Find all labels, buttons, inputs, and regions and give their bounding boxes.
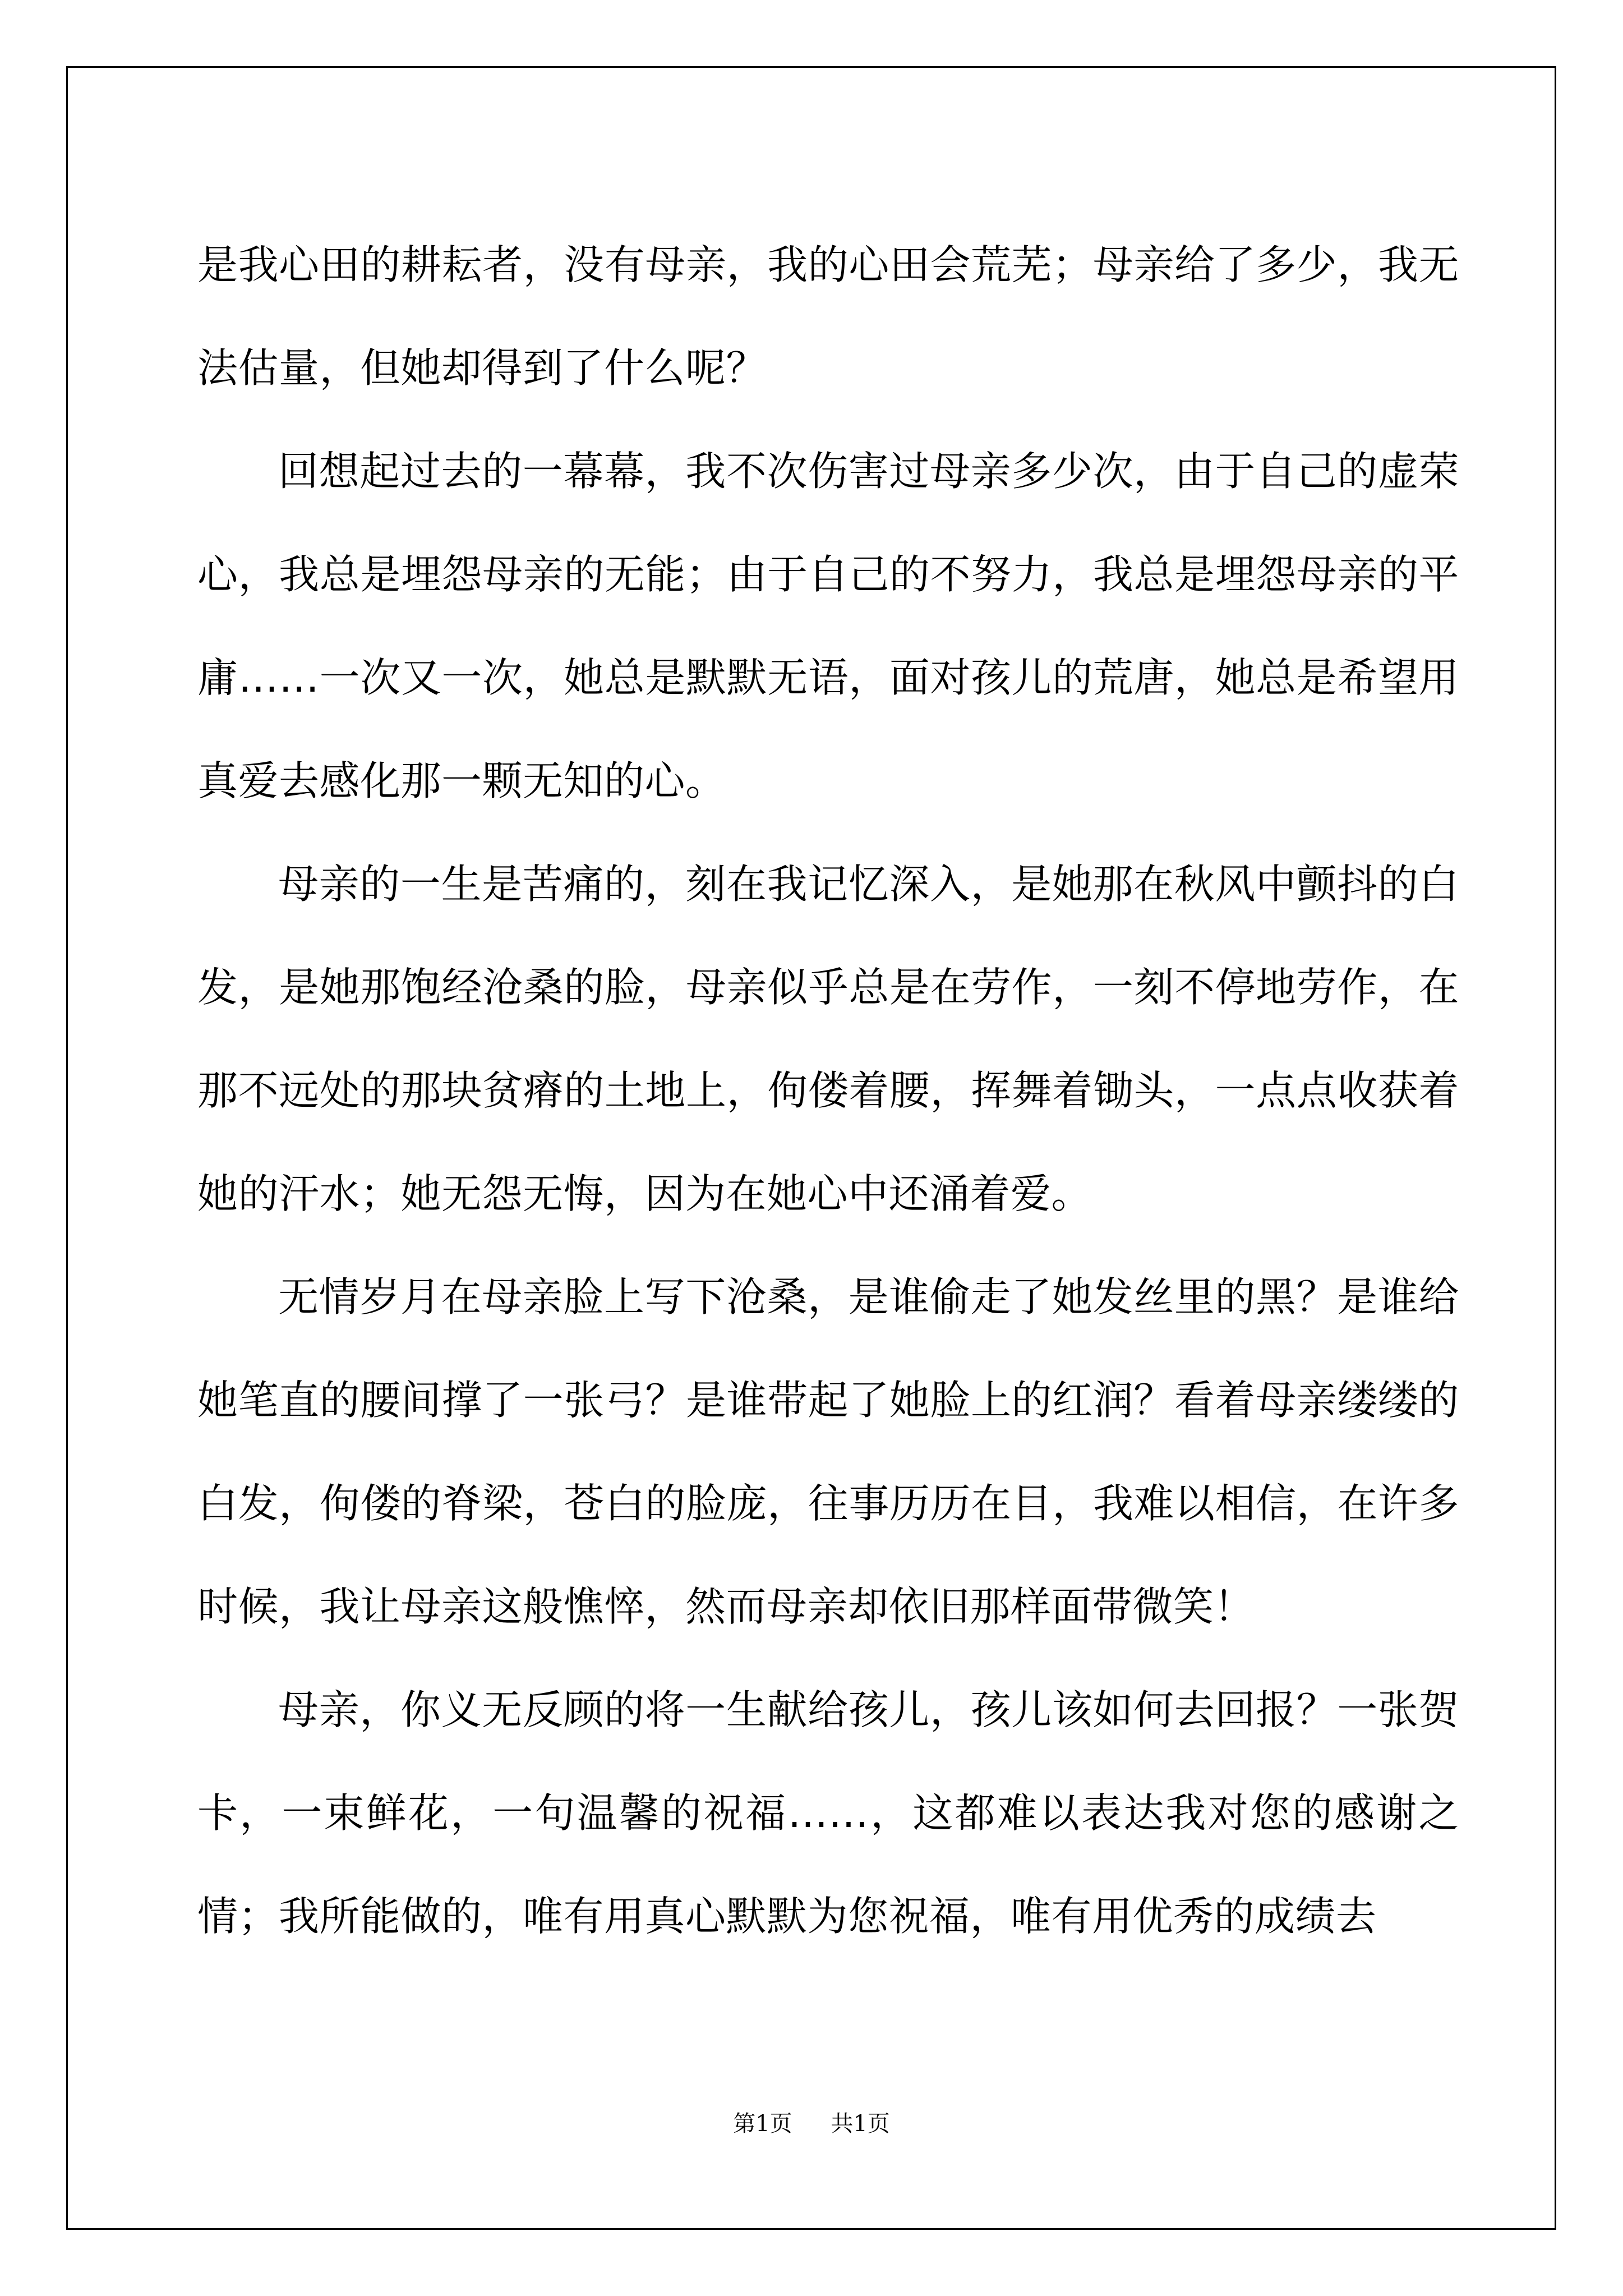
document-body xyxy=(197,213,1459,1968)
paragraph-2: 回想起过去的一幕幕，我不次伤害过母亲多少次，由于自己的虚荣心，我总是埋怨母亲的无能；由于自己的不努力，我总是埋怨母亲的平庸……一次又一次，她总是默默无语，面对孩儿的荒唐，她总是希望用真爱去感化那一颗无知的心。 xyxy=(197,448,1459,804)
paragraph-5: 母亲，你义无反顾的将一生献给孩儿，孩儿该如何去回报？一张贺卡，一束鲜花，一句温馨的祝福……，这都难以表达我对您的感谢之情；我所能做的，唯有用真心默默为您祝福，唯有用优秀的成绩去 xyxy=(197,1686,1459,1940)
paragraph-4: 无情岁月在母亲脸上写下沧桑，是谁偷走了她发丝里的黑？是谁给她笔直的腰间撑了一张弓？是谁带起了她脸上的红润？看着母亲缕缕的白发，佝偻的脊梁，苍白的脸庞，往事历历在目，我难以相信，在许多时候，我让母亲这般憔悴，然而母亲却依旧那样面带微笑！ xyxy=(197,1273,1459,1630)
page-footer xyxy=(0,2107,1623,2141)
paragraph-3: 母亲的一生是苦痛的，刻在我记忆深入，是她那在秋风中颤抖的白发，是她那饱经沧桑的脸，母亲似乎总是在劳作，一刻不停地劳作，在那不远处的那块贫瘠的土地上，佝偻着腰，挥舞着锄头，一点点收获着她的汗水；她无怨无悔，因为在她心中还涌着爱。 xyxy=(197,861,1459,1217)
page-number-total: 共1页 xyxy=(831,2111,890,2137)
paragraph-1: 是我心田的耕耘者，没有母亲，我的心田会荒芜；母亲给了多少，我无法估量，但她却得到了什么呢？ xyxy=(197,241,1459,392)
page-number-current: 第1页 xyxy=(733,2111,792,2137)
